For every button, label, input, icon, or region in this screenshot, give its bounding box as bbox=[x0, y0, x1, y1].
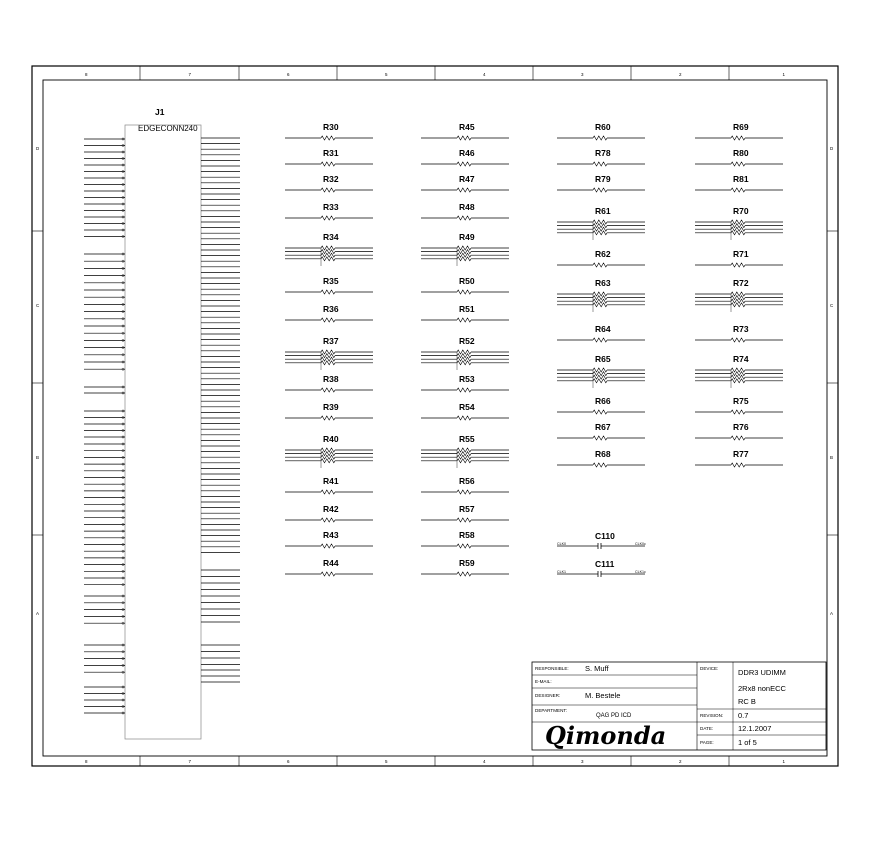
resistor-r54 bbox=[421, 402, 509, 420]
resistor-zigzag bbox=[731, 436, 745, 440]
resistor-zigzag bbox=[593, 463, 607, 467]
resistor-zigzag bbox=[457, 452, 471, 456]
resistor-zigzag bbox=[457, 257, 471, 261]
device-line1: DDR3 UDIMM bbox=[738, 668, 786, 677]
resistor-ref: R47 bbox=[459, 174, 475, 184]
resistor-zigzag bbox=[731, 463, 745, 467]
resistor-r39 bbox=[285, 402, 373, 420]
resistor-r50 bbox=[421, 276, 509, 294]
zone-column-label: 5 bbox=[385, 72, 388, 77]
resistor-zigzag bbox=[321, 257, 335, 261]
resistor-ref: R35 bbox=[323, 276, 339, 286]
resistor-zigzag bbox=[731, 188, 745, 192]
zone-row-label: D bbox=[830, 146, 834, 151]
resistor-zigzag bbox=[457, 318, 471, 322]
resistor-r52 bbox=[421, 336, 509, 370]
resistor-r33 bbox=[285, 202, 373, 220]
resistor-zigzag bbox=[321, 416, 335, 420]
resistor-ref: R48 bbox=[459, 202, 475, 212]
resistor-r80 bbox=[695, 148, 783, 166]
email-label: E-MAIL: bbox=[535, 679, 552, 684]
resistor-zigzag bbox=[593, 299, 607, 303]
title-block bbox=[532, 662, 826, 750]
resistor-ref: R75 bbox=[733, 396, 749, 406]
resistor-zigzag bbox=[457, 354, 471, 358]
resistor-ref: R37 bbox=[323, 336, 339, 346]
resistor-zigzag bbox=[457, 455, 471, 459]
resistor-zigzag bbox=[321, 354, 335, 358]
capacitor-ref: C110 bbox=[595, 531, 615, 541]
resistor-r69 bbox=[695, 122, 783, 140]
resistor-r77 bbox=[695, 449, 783, 467]
resistor-r56 bbox=[421, 476, 509, 494]
zone-column-label: 1 bbox=[782, 72, 786, 77]
resistor-zigzag bbox=[731, 299, 745, 303]
resistor-ref: R31 bbox=[323, 148, 339, 158]
resistor-ref: R78 bbox=[595, 148, 611, 158]
resistor-ref: R68 bbox=[595, 449, 611, 459]
resistor-r34 bbox=[285, 232, 373, 266]
resistor-ref: R58 bbox=[459, 530, 475, 540]
resistor-zigzag bbox=[593, 136, 607, 140]
resistor-zigzag bbox=[593, 436, 607, 440]
resistor-r64 bbox=[557, 324, 645, 342]
resistor-r57 bbox=[421, 504, 509, 522]
resistor-zigzag bbox=[321, 388, 335, 392]
resistor-ref: R72 bbox=[733, 278, 749, 288]
resistor-zigzag bbox=[457, 290, 471, 294]
resistor-ref: R56 bbox=[459, 476, 475, 486]
resistor-r66 bbox=[557, 396, 645, 414]
device-label: DEVICE: bbox=[700, 666, 719, 671]
designer-value: M. Bestele bbox=[585, 691, 621, 700]
resistor-ref: R49 bbox=[459, 232, 475, 242]
resistor-zigzag bbox=[457, 136, 471, 140]
resistor-ref: R74 bbox=[733, 354, 749, 364]
resistor-ref: R67 bbox=[595, 422, 611, 432]
resistor-zigzag bbox=[321, 490, 335, 494]
resistor-zigzag bbox=[457, 216, 471, 220]
resistor-zigzag bbox=[457, 246, 471, 250]
zone-column-label: 7 bbox=[188, 759, 192, 764]
resistor-ref: R33 bbox=[323, 202, 339, 212]
resistor-ref: R40 bbox=[323, 434, 339, 444]
capacitor-c111 bbox=[557, 559, 646, 577]
resistor-zigzag bbox=[593, 338, 607, 342]
zone-column-label: 4 bbox=[483, 759, 486, 764]
resistor-r79 bbox=[557, 174, 645, 192]
resistor-zigzag bbox=[731, 292, 745, 296]
resistor-zigzag bbox=[457, 162, 471, 166]
resistor-ref: R38 bbox=[323, 374, 339, 384]
resistor-zigzag bbox=[457, 544, 471, 548]
capacitor-net-out: CLK1c bbox=[635, 570, 646, 574]
drawing-frame bbox=[32, 66, 838, 766]
resistor-r38 bbox=[285, 374, 373, 392]
resistor-zigzag bbox=[731, 162, 745, 166]
capacitor-net-in: CLK1 bbox=[557, 570, 566, 574]
resistor-zigzag bbox=[731, 136, 745, 140]
resistor-ref: R80 bbox=[733, 148, 749, 158]
resistor-zigzag bbox=[731, 220, 745, 224]
resistor-ref: R32 bbox=[323, 174, 339, 184]
resistor-r72 bbox=[695, 278, 783, 312]
resistor-ref: R39 bbox=[323, 402, 339, 412]
resistor-r49 bbox=[421, 232, 509, 266]
zone-column-label: 5 bbox=[385, 759, 388, 764]
resistor-ref: R65 bbox=[595, 354, 611, 364]
edge-connector-j1 bbox=[84, 107, 240, 739]
resistor-r45 bbox=[421, 122, 509, 140]
resistor-zigzag bbox=[457, 572, 471, 576]
resistor-r63 bbox=[557, 278, 645, 312]
capacitor-c110 bbox=[557, 531, 646, 549]
zone-column-label: 6 bbox=[287, 72, 290, 77]
revision-value: 0.7 bbox=[738, 711, 749, 720]
resistor-ref: R62 bbox=[595, 249, 611, 259]
resistor-zigzag bbox=[321, 544, 335, 548]
resistor-zigzag bbox=[593, 227, 607, 231]
resistor-zigzag bbox=[457, 518, 471, 522]
resistor-zigzag bbox=[731, 224, 745, 228]
resistor-zigzag bbox=[321, 572, 335, 576]
resistor-zigzag bbox=[593, 231, 607, 235]
resistor-zigzag bbox=[457, 357, 471, 361]
clock-capacitors bbox=[557, 531, 646, 577]
resistor-networks bbox=[285, 122, 783, 576]
resistor-zigzag bbox=[321, 350, 335, 354]
zone-column-label: 6 bbox=[287, 759, 290, 764]
resistor-zigzag bbox=[731, 375, 745, 379]
resistor-zigzag bbox=[593, 303, 607, 307]
resistor-ref: R53 bbox=[459, 374, 475, 384]
zone-column-label: 2 bbox=[679, 759, 682, 764]
resistor-zigzag bbox=[321, 452, 335, 456]
resistor-ref: R57 bbox=[459, 504, 475, 514]
responsible-label: RESPONSIBLE: bbox=[535, 666, 569, 671]
resistor-r81 bbox=[695, 174, 783, 192]
capacitor-ref: C111 bbox=[595, 559, 615, 569]
responsible-value: S. Muff bbox=[585, 664, 609, 673]
resistor-ref: R73 bbox=[733, 324, 749, 334]
resistor-r37 bbox=[285, 336, 373, 370]
device-line2: 2Rx8 nonECC bbox=[738, 684, 786, 693]
date-label: DATE: bbox=[700, 726, 714, 731]
resistor-zigzag bbox=[321, 246, 335, 250]
resistor-ref: R60 bbox=[595, 122, 611, 132]
resistor-r73 bbox=[695, 324, 783, 342]
resistor-ref: R54 bbox=[459, 402, 475, 412]
resistor-r62 bbox=[557, 249, 645, 267]
resistor-r74 bbox=[695, 354, 783, 388]
resistor-zigzag bbox=[457, 253, 471, 257]
resistor-r48 bbox=[421, 202, 509, 220]
resistor-zigzag bbox=[457, 448, 471, 452]
resistor-zigzag bbox=[731, 231, 745, 235]
company-logo: Qimonda bbox=[545, 721, 667, 750]
zone-column-label: 4 bbox=[483, 72, 486, 77]
resistor-r59 bbox=[421, 558, 509, 576]
resistor-zigzag bbox=[731, 338, 745, 342]
resistor-zigzag bbox=[731, 263, 745, 267]
resistor-zigzag bbox=[731, 379, 745, 383]
resistor-ref: R42 bbox=[323, 504, 339, 514]
resistor-zigzag bbox=[731, 410, 745, 414]
resistor-ref: R55 bbox=[459, 434, 475, 444]
resistor-zigzag bbox=[593, 292, 607, 296]
resistor-ref: R43 bbox=[323, 530, 339, 540]
page-label: PAGE: bbox=[700, 740, 714, 745]
resistor-r71 bbox=[695, 249, 783, 267]
resistor-zigzag bbox=[321, 216, 335, 220]
zone-column-label: 8 bbox=[85, 759, 88, 764]
revision-label: REVISION: bbox=[700, 713, 724, 718]
resistor-zigzag bbox=[321, 318, 335, 322]
zone-column-label: 8 bbox=[85, 72, 88, 77]
resistor-r76 bbox=[695, 422, 783, 440]
zone-row-label: C bbox=[830, 303, 834, 308]
resistor-r32 bbox=[285, 174, 373, 192]
zone-column-label: 1 bbox=[782, 759, 786, 764]
zone-row-label: A bbox=[36, 611, 40, 616]
outer-border bbox=[32, 66, 838, 766]
resistor-r67 bbox=[557, 422, 645, 440]
resistor-r47 bbox=[421, 174, 509, 192]
resistor-ref: R50 bbox=[459, 276, 475, 286]
resistor-zigzag bbox=[321, 455, 335, 459]
resistor-r60 bbox=[557, 122, 645, 140]
resistor-zigzag bbox=[321, 250, 335, 254]
resistor-zigzag bbox=[321, 162, 335, 166]
resistor-zigzag bbox=[731, 368, 745, 372]
page-value: 1 of 5 bbox=[738, 738, 757, 747]
resistor-ref: R70 bbox=[733, 206, 749, 216]
device-line3: RC B bbox=[738, 697, 756, 706]
resistor-r44 bbox=[285, 558, 373, 576]
connector-body bbox=[125, 125, 201, 739]
resistor-r53 bbox=[421, 374, 509, 392]
resistor-r40 bbox=[285, 434, 373, 468]
resistor-ref: R46 bbox=[459, 148, 475, 158]
resistor-ref: R66 bbox=[595, 396, 611, 406]
resistor-ref: R45 bbox=[459, 122, 475, 132]
capacitor-net-in: CLK0 bbox=[557, 542, 566, 546]
resistor-zigzag bbox=[321, 357, 335, 361]
resistor-r30 bbox=[285, 122, 373, 140]
resistor-zigzag bbox=[457, 459, 471, 463]
resistor-r55 bbox=[421, 434, 509, 468]
resistor-zigzag bbox=[593, 296, 607, 300]
resistor-r70 bbox=[695, 206, 783, 240]
resistor-ref: R71 bbox=[733, 249, 749, 259]
resistor-zigzag bbox=[457, 188, 471, 192]
resistor-ref: R34 bbox=[323, 232, 339, 242]
resistor-zigzag bbox=[457, 388, 471, 392]
resistor-zigzag bbox=[321, 136, 335, 140]
resistor-ref: R79 bbox=[595, 174, 611, 184]
resistor-r42 bbox=[285, 504, 373, 522]
resistor-zigzag bbox=[457, 350, 471, 354]
resistor-ref: R63 bbox=[595, 278, 611, 288]
resistor-r46 bbox=[421, 148, 509, 166]
date-value: 12.1.2007 bbox=[738, 724, 772, 733]
resistor-zigzag bbox=[731, 303, 745, 307]
resistor-zigzag bbox=[593, 379, 607, 383]
zone-column-label: 7 bbox=[188, 72, 192, 77]
zone-column-label: 2 bbox=[679, 72, 682, 77]
resistor-zigzag bbox=[321, 518, 335, 522]
resistor-zigzag bbox=[593, 188, 607, 192]
resistor-zigzag bbox=[593, 224, 607, 228]
zone-row-label: D bbox=[36, 146, 40, 151]
resistor-r61 bbox=[557, 206, 645, 240]
resistor-zigzag bbox=[593, 375, 607, 379]
zone-row-label: C bbox=[36, 303, 40, 308]
zone-row-label: A bbox=[830, 611, 834, 616]
zone-row-label: B bbox=[830, 455, 834, 460]
capacitor-net-out: CLK0c bbox=[635, 542, 646, 546]
resistor-r51 bbox=[421, 304, 509, 322]
zone-row-label: B bbox=[36, 455, 40, 460]
resistor-zigzag bbox=[731, 372, 745, 376]
resistor-ref: R44 bbox=[323, 558, 339, 568]
department-label: DEPARTMENT: bbox=[535, 708, 567, 713]
resistor-zigzag bbox=[321, 188, 335, 192]
resistor-zigzag bbox=[457, 416, 471, 420]
resistor-zigzag bbox=[457, 490, 471, 494]
resistor-r78 bbox=[557, 148, 645, 166]
resistor-ref: R61 bbox=[595, 206, 611, 216]
resistor-ref: R30 bbox=[323, 122, 339, 132]
resistor-ref: R77 bbox=[733, 449, 749, 459]
resistor-zigzag bbox=[593, 410, 607, 414]
resistor-ref: R41 bbox=[323, 476, 339, 486]
resistor-zigzag bbox=[321, 361, 335, 365]
connector-part: EDGECONN240 bbox=[138, 124, 198, 133]
resistor-zigzag bbox=[731, 227, 745, 231]
resistor-ref: R69 bbox=[733, 122, 749, 132]
zone-column-label: 3 bbox=[581, 759, 584, 764]
resistor-r58 bbox=[421, 530, 509, 548]
designer-label: DESIGNER: bbox=[535, 693, 561, 698]
resistor-r43 bbox=[285, 530, 373, 548]
resistor-zigzag bbox=[593, 372, 607, 376]
resistor-zigzag bbox=[593, 220, 607, 224]
resistor-zigzag bbox=[457, 250, 471, 254]
resistor-zigzag bbox=[731, 296, 745, 300]
resistor-r65 bbox=[557, 354, 645, 388]
resistor-ref: R76 bbox=[733, 422, 749, 432]
resistor-zigzag bbox=[321, 459, 335, 463]
connector-ref: J1 bbox=[155, 107, 165, 117]
resistor-ref: R81 bbox=[733, 174, 749, 184]
resistor-zigzag bbox=[321, 448, 335, 452]
resistor-r41 bbox=[285, 476, 373, 494]
resistor-zigzag bbox=[593, 263, 607, 267]
resistor-r35 bbox=[285, 276, 373, 294]
resistor-zigzag bbox=[457, 361, 471, 365]
resistor-ref: R51 bbox=[459, 304, 475, 314]
resistor-zigzag bbox=[593, 162, 607, 166]
resistor-r75 bbox=[695, 396, 783, 414]
resistor-zigzag bbox=[321, 253, 335, 257]
resistor-ref: R59 bbox=[459, 558, 475, 568]
resistor-ref: R64 bbox=[595, 324, 611, 334]
resistor-zigzag bbox=[321, 290, 335, 294]
resistor-ref: R52 bbox=[459, 336, 475, 346]
department-value: QAG PD ICD bbox=[596, 713, 632, 719]
resistor-zigzag bbox=[593, 368, 607, 372]
zone-column-label: 3 bbox=[581, 72, 584, 77]
resistor-r36 bbox=[285, 304, 373, 322]
resistor-r68 bbox=[557, 449, 645, 467]
resistor-ref: R36 bbox=[323, 304, 339, 314]
resistor-r31 bbox=[285, 148, 373, 166]
